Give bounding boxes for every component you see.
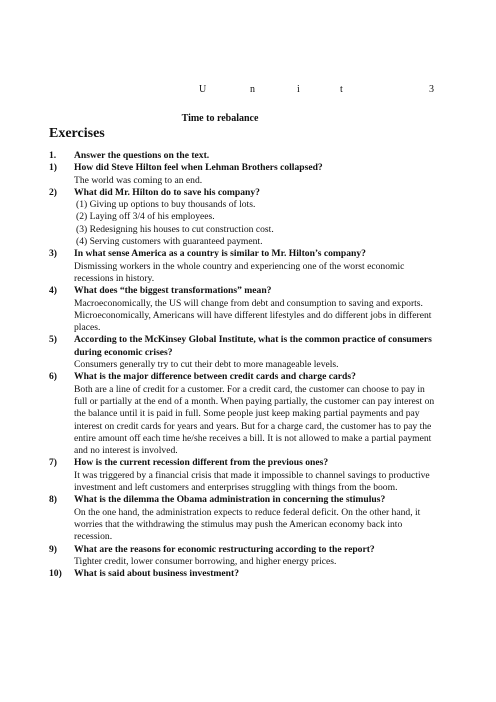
answer: Microeconomically, Americans will have different lifestyles and do different jobs in different places. [74, 309, 432, 334]
question [49, 285, 439, 297]
question-text: According to the McKinsey Global Institute, what is the common practice of consumers during economic crises? [74, 334, 432, 358]
question-number: 3) [49, 248, 57, 260]
question-text: What is said about business investment? [74, 568, 239, 580]
question-text: In what sense America as a country is similar to Mr. Hilton’s company? [74, 248, 366, 260]
question [49, 544, 439, 556]
unit-letter: U [199, 84, 207, 95]
question [49, 187, 439, 199]
question-number: 7) [49, 457, 57, 469]
answer: On the one hand, the administration expects to reduce federal deficit. On the other hand, it worries that the withdrawing the stimulus may push the American economy back into recession. [74, 506, 421, 543]
unit-number: 3 [429, 84, 434, 95]
answer: (4) Serving customers with guaranteed payment. [76, 236, 263, 248]
answer: Macroeconomically, the US will change from debt and consumption to saving and exports. [74, 297, 423, 309]
question-text: What are the reasons for economic restructuring according to the report? [74, 543, 375, 555]
unit-letter: n [250, 84, 255, 95]
question-number: 6) [49, 371, 57, 383]
unit-subtitle: Time to rebalance [181, 113, 259, 124]
question [49, 162, 439, 174]
answer: (1) Giving up options to buy thousands of lots. [76, 199, 256, 211]
question [49, 457, 439, 469]
question-text: What did Mr. Hilton do to save his company? [74, 186, 260, 198]
unit-heading [0, 84, 496, 98]
question-number: 9) [49, 543, 57, 555]
answer: Both are a line of credit for a customer. For a credit card, the customer can choose to pay in full or partially at the end of a month. When paying partially, the customer can pay interest on the balance until it is paid in full. Some people just keep making partial payments and pay interest on credit cards for years and years. But for a charge card, the customer has to pay the entire amount off each time he/she receives a bill. It is not allowed to make a partial payment and no interest is involved. [74, 383, 435, 457]
question-text: What is the dilemma the Obama administration in concerning the stimulus? [74, 494, 386, 506]
answer: Dismissing workers in the whole country and experiencing one of the worst economic recessions in history. [74, 260, 405, 284]
answer: (2) Laying off 3/4 of his employees. [76, 211, 215, 223]
question-number: 2) [49, 186, 57, 198]
answer: The world was coming to an end. [74, 174, 203, 186]
question [49, 494, 439, 506]
answer: (3) Redesigning his houses to cut construction cost. [76, 223, 274, 235]
question-text: How did Steve Hilton feel when Lehman Brothers collapsed? [74, 162, 323, 174]
question-number: 1) [49, 162, 57, 174]
question-number: 1. [49, 150, 57, 161]
answer: Tighter credit, lower consumer borrowing, and higher energy prices. [74, 555, 337, 567]
question-text: What does “the biggest transformations” mean? [74, 285, 272, 297]
section-title: Exercises [49, 126, 105, 141]
question-number: 8) [49, 494, 57, 506]
answer: It was triggered by a financial crisis that made it impossible to channel savings to productive investment and left customers and enterprises struggling with things from the boom. [74, 469, 430, 494]
unit-letter: t [340, 84, 343, 95]
question [49, 248, 439, 260]
question-number: 5) [49, 334, 57, 346]
question-text: What is the major difference between credit cards and charge cards? [74, 371, 356, 383]
question-text: How is the current recession different from the previous ones? [74, 457, 329, 469]
question-number: 10) [49, 568, 62, 580]
unit-letter: i [297, 84, 300, 95]
question-number: 4) [49, 285, 57, 297]
question-text: Answer the questions on the text. [74, 150, 210, 161]
question [49, 334, 439, 359]
answer: Consumers generally try to cut their debt to more manageable levels. [74, 359, 339, 371]
question [49, 568, 439, 580]
question [49, 150, 439, 162]
exercise-list [49, 150, 439, 580]
question [49, 371, 439, 383]
